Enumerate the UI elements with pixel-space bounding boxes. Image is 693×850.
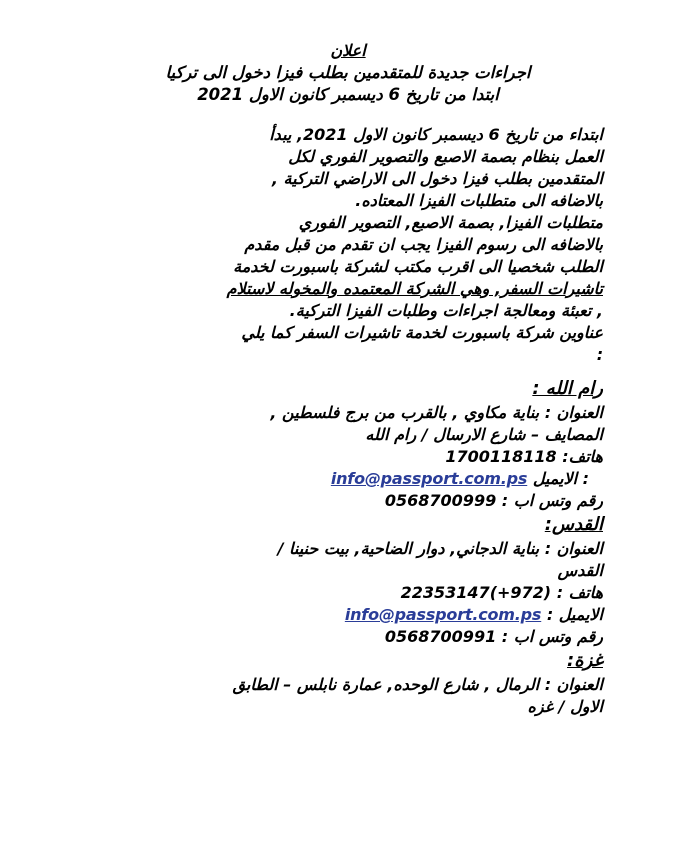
- phone-number: 1700118118: [445, 447, 557, 466]
- body-paragraph: [93, 124, 603, 366]
- email-link[interactable]: info@passport.com.ps: [330, 469, 528, 488]
- body-line: عناوين شركة باسبورت لخدمة تاشيرات السفر كما يلي: [241, 323, 603, 342]
- office-ramallah-address-1: العنوان : بناية مكاوي , بالقرب من برج فلسطين ,: [270, 403, 603, 422]
- office-ramallah: [93, 366, 603, 512]
- office-ramallah-phone-row: [93, 446, 603, 468]
- office-jerusalem-address-2: القدس: [557, 561, 603, 580]
- whatsapp-label: رقم وتس اب :: [501, 491, 603, 510]
- announcement-headline-2: ابتدا من تاريخ 6 ديسمبر كانون الاول 2021: [197, 85, 499, 104]
- office-jerusalem-whatsapp-row: [93, 626, 603, 648]
- office-gaza-address-1: العنوان : الرمال , شارع الوحده, عمارة نابلس – الطابق: [232, 675, 603, 694]
- office-gaza-heading: غزة:: [567, 650, 603, 671]
- office-gaza: [93, 648, 603, 718]
- office-jerusalem-phone-row: [93, 582, 603, 604]
- office-gaza-address-2: الاول / غزه: [527, 697, 603, 716]
- body-line: :: [596, 345, 603, 364]
- office-ramallah-address-2: المصايف – شارع الارسال / رام الله: [365, 425, 603, 444]
- email-label: الايميل :: [546, 605, 603, 624]
- email-label: : الايميل: [532, 469, 589, 488]
- body-line: تاشيرات السفر, وهي الشركة المعتمده والمخوله لاستلام: [226, 279, 603, 298]
- body-line: متطلبات الفيزا, بصمة الاصبع, التصوير الفوري: [298, 213, 603, 232]
- office-ramallah-whatsapp-row: [93, 490, 603, 512]
- announcement-title: اعلان: [330, 41, 366, 60]
- body-line: الطلب شخصيا الى اقرب مكتب لشركة باسبورت لخدمة: [233, 257, 603, 276]
- body-line: , تعبئة ومعالجة اجراءات وطلبات الفيزا التركية.: [289, 301, 603, 320]
- email-link[interactable]: info@passport.com.ps: [344, 605, 542, 624]
- whatsapp-number: 0568700991: [384, 627, 497, 646]
- office-ramallah-heading: رام الله :: [532, 378, 603, 399]
- phone-number: 22353147(+972): [400, 583, 552, 602]
- body-line: ابتداء من تاريخ 6 ديسمبر كانون الاول 2021, يبدأ: [269, 125, 603, 144]
- phone-label: هاتف :: [556, 583, 603, 602]
- phone-label: هاتف:: [562, 447, 603, 466]
- body-line: العمل بنظام بصمة الاصبع والتصوير الفوري لكل: [288, 147, 603, 166]
- body-line: بالاضافه الى رسوم الفيزا يجب ان تقدم من قبل مقدم: [244, 235, 603, 254]
- body-line: المتقدمين بطلب فيزا دخول الى الاراضي التركية ,: [271, 169, 603, 188]
- body-line: بالاضافه الى متطلبات الفيزا المعتاده.: [355, 191, 603, 210]
- office-ramallah-email-row: [93, 468, 603, 490]
- office-jerusalem-address-1: العنوان : بناية الدجاني, دوار الضاحية, بيت حنينا /: [277, 539, 603, 558]
- office-jerusalem-heading: القدس:: [544, 514, 603, 535]
- office-jerusalem-email-row: [93, 604, 603, 626]
- whatsapp-label: رقم وتس اب :: [501, 627, 603, 646]
- document-body: [93, 40, 603, 718]
- whatsapp-number: 0568700999: [384, 491, 497, 510]
- announcement-headline-1: اجراءات جديدة للمتقدمين بطلب فيزا دخول الى تركيا: [165, 63, 531, 82]
- office-jerusalem: [93, 512, 603, 648]
